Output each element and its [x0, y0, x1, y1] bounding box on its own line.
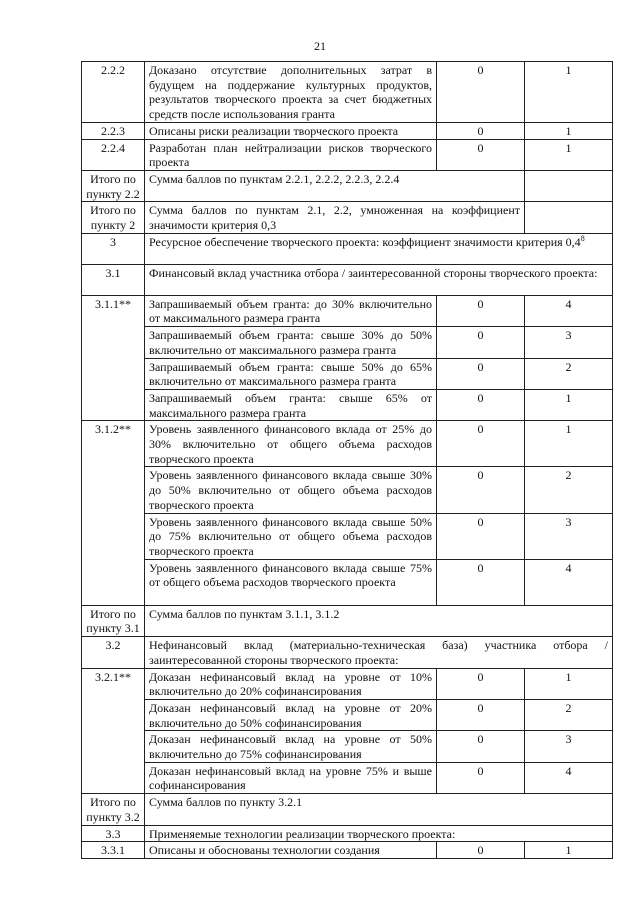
item-description: Запрашиваемый объем гранта: свыше 65% от максимального размера гранта: [145, 389, 437, 420]
max-score: 1: [525, 62, 613, 123]
max-score: 2: [525, 467, 613, 513]
max-score: 2: [525, 699, 613, 730]
item-description: Описаны риски реализации творческого проекта: [145, 122, 437, 139]
criteria-table: [81, 61, 613, 859]
max-score: 4: [525, 295, 613, 326]
item-description: Доказан нефинансовый вклад на уровне от 10% включительно до 20% софинансирования: [145, 668, 437, 699]
min-score: 0: [437, 668, 525, 699]
item-description: Сумма баллов по пунктам 2.2.1, 2.2.2, 2.2.3, 2.2.4: [145, 170, 525, 201]
max-score: 1: [525, 139, 613, 170]
item-number: 3.1: [82, 264, 145, 295]
item-description: Запрашиваемый объем гранта: свыше 50% до 65% включительно от максимального размера гранта: [145, 358, 437, 389]
section-description: Нефинансовый вклад (материально-техническая база) участника отбора / заинтересованной стороны творческого проекта:: [145, 637, 613, 668]
item-number: 3.2.1**: [82, 668, 145, 794]
item-description: Запрашиваемый объем гранта: до 30% включительно от максимального размера гранта: [145, 295, 437, 326]
subtotal-label: Итого по пункту 3.2: [82, 794, 145, 825]
min-score: 0: [437, 62, 525, 123]
item-description: Уровень заявленного финансового вклада свыше 30% до 50% включительно от общего объема расходов творческого проекта: [145, 467, 437, 513]
section-description: Применяемые технологии реализации творческого проекта:: [145, 825, 613, 842]
item-number: 2.2.3: [82, 122, 145, 139]
max-score: 3: [525, 327, 613, 358]
max-score: 3: [525, 513, 613, 559]
min-score: 0: [437, 842, 525, 859]
section-description: Финансовый вклад участника отбора / заинтересованной стороны творческого проекта:: [145, 264, 613, 295]
min-score: 0: [437, 389, 525, 420]
max-score: 1: [525, 421, 613, 467]
empty-cell: [525, 170, 613, 201]
max-score: 1: [525, 122, 613, 139]
table-row: [82, 825, 613, 842]
item-number: 3.3.1: [82, 842, 145, 859]
min-score: 0: [437, 762, 525, 793]
table-row: [82, 559, 613, 605]
table-row: [82, 668, 613, 699]
table-row: [82, 699, 613, 730]
table-row: [82, 62, 613, 123]
max-score: 4: [525, 559, 613, 605]
item-description: Доказан нефинансовый вклад на уровне от 50% включительно до 75% софинансирования: [145, 731, 437, 762]
max-score: 1: [525, 389, 613, 420]
min-score: 0: [437, 122, 525, 139]
table-row: [82, 421, 613, 467]
footnote-mark: 8: [580, 233, 585, 243]
subtotal-label: Итого по пункту 3.1: [82, 605, 145, 636]
table-row: [82, 295, 613, 326]
item-description: Разработан план нейтрализации рисков творческого проекта: [145, 139, 437, 170]
item-description: Запрашиваемый объем гранта: свыше 30% до 50% включительно от максимального размера гранта: [145, 327, 437, 358]
min-score: 0: [437, 358, 525, 389]
item-number: 3.3: [82, 825, 145, 842]
subtotal-label: Итого по пункту 2: [82, 202, 145, 233]
subtotal-label: Итого по пункту 2.2: [82, 170, 145, 201]
table-row: [82, 467, 613, 513]
table-row: [82, 264, 613, 295]
table-row: [82, 513, 613, 559]
max-score: 4: [525, 762, 613, 793]
table-row: [82, 233, 613, 264]
empty-cell: [525, 202, 613, 233]
item-number: 3: [82, 233, 145, 264]
item-description: Уровень заявленного финансового вклада свыше 75% от общего объема расходов творческого проекта: [145, 559, 437, 605]
item-number: 3.1.1**: [82, 295, 145, 421]
item-description: Уровень заявленного финансового вклада свыше 50% до 75% включительно от общего объема расходов творческого проекта: [145, 513, 437, 559]
item-description: Доказан нефинансовый вклад на уровне от 20% включительно до 50% софинансирования: [145, 699, 437, 730]
item-description: Доказано отсутствие дополнительных затрат в будущем на поддержание культурных продуктов, результатов творческого проекта за счет бюджетных средств после использования гранта: [145, 62, 437, 123]
table-row: [82, 202, 613, 233]
item-description: Сумма баллов по пунктам 2.1, 2.2, умноженная на коэффициент значимости критерия 0,3: [145, 202, 525, 233]
max-score: 1: [525, 842, 613, 859]
table-row: [82, 842, 613, 859]
max-score: 2: [525, 358, 613, 389]
min-score: 0: [437, 699, 525, 730]
section-description: [145, 233, 613, 264]
item-description: Сумма баллов по пункту 3.2.1: [145, 794, 613, 825]
item-number: 3.2: [82, 637, 145, 668]
min-score: 0: [437, 421, 525, 467]
item-number: 3.1.2**: [82, 421, 145, 605]
table-row: [82, 794, 613, 825]
item-description: Доказан нефинансовый вклад на уровне 75% и выше софинансирования: [145, 762, 437, 793]
table-row: [82, 762, 613, 793]
section-text: Ресурсное обеспечение творческого проекта: коэффициент значимости критерия 0,4: [149, 234, 581, 249]
min-score: 0: [437, 731, 525, 762]
min-score: 0: [437, 513, 525, 559]
table-row: [82, 327, 613, 358]
item-number: 2.2.2: [82, 62, 145, 123]
min-score: 0: [437, 295, 525, 326]
item-description: Описаны и обоснованы технологии создания: [145, 842, 437, 859]
table-row: [82, 122, 613, 139]
table-row: [82, 358, 613, 389]
table-row: [82, 389, 613, 420]
min-score: 0: [437, 467, 525, 513]
max-score: 1: [525, 668, 613, 699]
table-row: [82, 170, 613, 201]
min-score: 0: [437, 139, 525, 170]
item-description: Сумма баллов по пунктам 3.1.1, 3.1.2: [145, 605, 613, 636]
max-score: 3: [525, 731, 613, 762]
page-number: 21: [314, 39, 326, 53]
min-score: 0: [437, 559, 525, 605]
item-number: 2.2.4: [82, 139, 145, 170]
table-row: [82, 139, 613, 170]
table-row: [82, 731, 613, 762]
table-row: [82, 605, 613, 636]
min-score: 0: [437, 327, 525, 358]
table-row: [82, 637, 613, 668]
item-description: Уровень заявленного финансового вклада от 25% до 30% включительно от общего объема расходов творческого проекта: [145, 421, 437, 467]
